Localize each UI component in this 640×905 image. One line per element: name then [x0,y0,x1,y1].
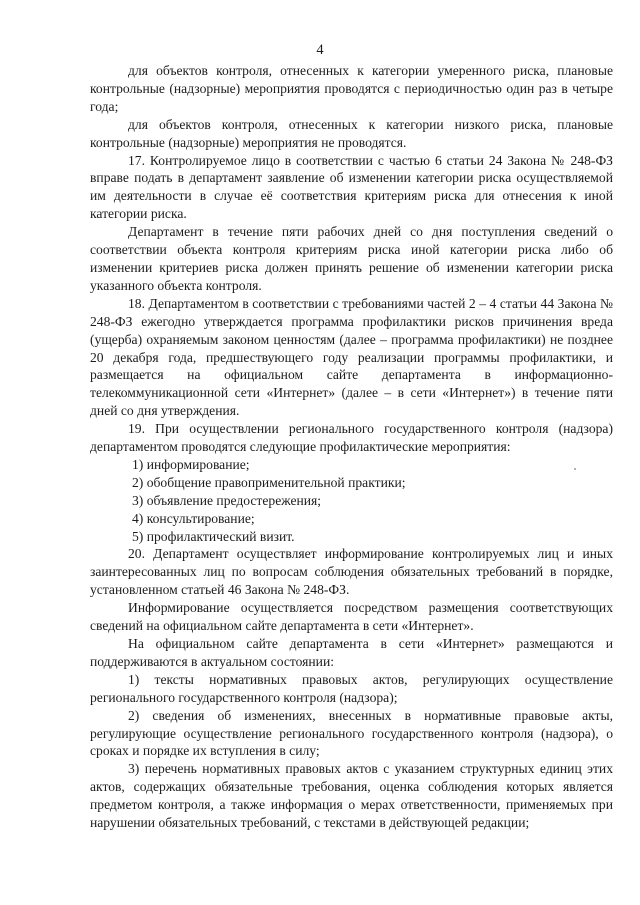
paragraph-20: 20. Департамент осуществляет информирование контролируемых лиц и иных заинтересованных лиц по вопросам соблюдения обязательных требований в порядке, установленном статьей 46 Закона № 248-ФЗ. [90,546,613,598]
paragraph-site-item-1: 1) тексты нормативных правовых актов, регулирующих осуществление регионального государственного контроля (надзора); [90,671,613,705]
paragraph-department-decision: Департамент в течение пяти рабочих дней со дня поступления сведений о соответствии объекта контроля критериям риска иной категории риска либо об изменении критериев риска должен принять решение об изменении категории риска указанного объекта контроля. [90,224,613,293]
list-item-generalization: 2) обобщение правоприменительной практики; [132,474,406,490]
paragraph-site-item-3: 3) перечень нормативных правовых актов с указанием структурных единиц этих актов, содержащих обязательные требования, оценка соблюдения которых является предметом контроля, а также информация о мерах ответственности, применяемых при нарушении обязательных требований, с текстами в действующей редакции; [90,761,613,831]
scan-speck [574,468,576,470]
list-item-warning: 3) объявление предостережения; [132,492,322,508]
paragraph-17: 17. Контролируемое лицо в соответствии с частью 6 статьи 24 Закона № 248-ФЗ вправе подать в департамент заявление об изменении категории риска осуществляемой им деятельности в случае её соответствия критериям риска для отнесения к иной категории риска. [90,152,613,222]
paragraph-site-contents: На официальном сайте департамента в сети «Интернет» размещаются и поддерживаются в актуальном состоянии: [90,636,613,669]
paragraph-site-item-2: 2) сведения об изменениях, внесенных в нормативные правовые акты, регулирующие осуществление регионального государственного контроля (надзора), о сроках и порядке их вступления в силу; [90,707,613,759]
paragraph-informing-method: Информирование осуществляется посредством размещения соответствующих сведений на официальном сайте департамента в сети «Интернет». [90,600,613,634]
list-item-consulting: 4) консультирование; [132,510,255,526]
paragraph-19: 19. При осуществлении регионального государственного контроля (надзора) департаментом проводятся следующие профилактические мероприятия: [90,421,613,455]
paragraph-18: 18. Департаментом в соответствии с требованиями частей 2 – 4 статьи 44 Закона № 248-ФЗ ежегодно утверждается программа профилактики рисков причинения вреда (ущерба) охраняемым законом ценностям (далее – программа профилактики) не позднее 20 декабря года, предшествующего году реализации программы профилактики, и размещается на официальном сайте департамента в информационно-телекоммуникационной сети «Интернет» (далее – в сети «Интернет») в течение пяти дней со дня утверждения. [90,295,613,419]
paragraph-moderate-risk: для объектов контроля, отнесенных к категории умеренного риска, плановые контрольные (надзорные) мероприятия проводятся с периодичностью один раз в четыре года; [90,63,613,114]
document-body [90,62,613,832]
page-number: 4 [316,42,324,58]
paragraph-low-risk: для объектов контроля, отнесенных к категории низкого риска, плановые контрольные (надзорные) мероприятия не проводятся. [90,116,613,150]
list-item-visit: 5) профилактический визит. [132,528,295,544]
list-item-informing: 1) информирование; [132,456,250,472]
